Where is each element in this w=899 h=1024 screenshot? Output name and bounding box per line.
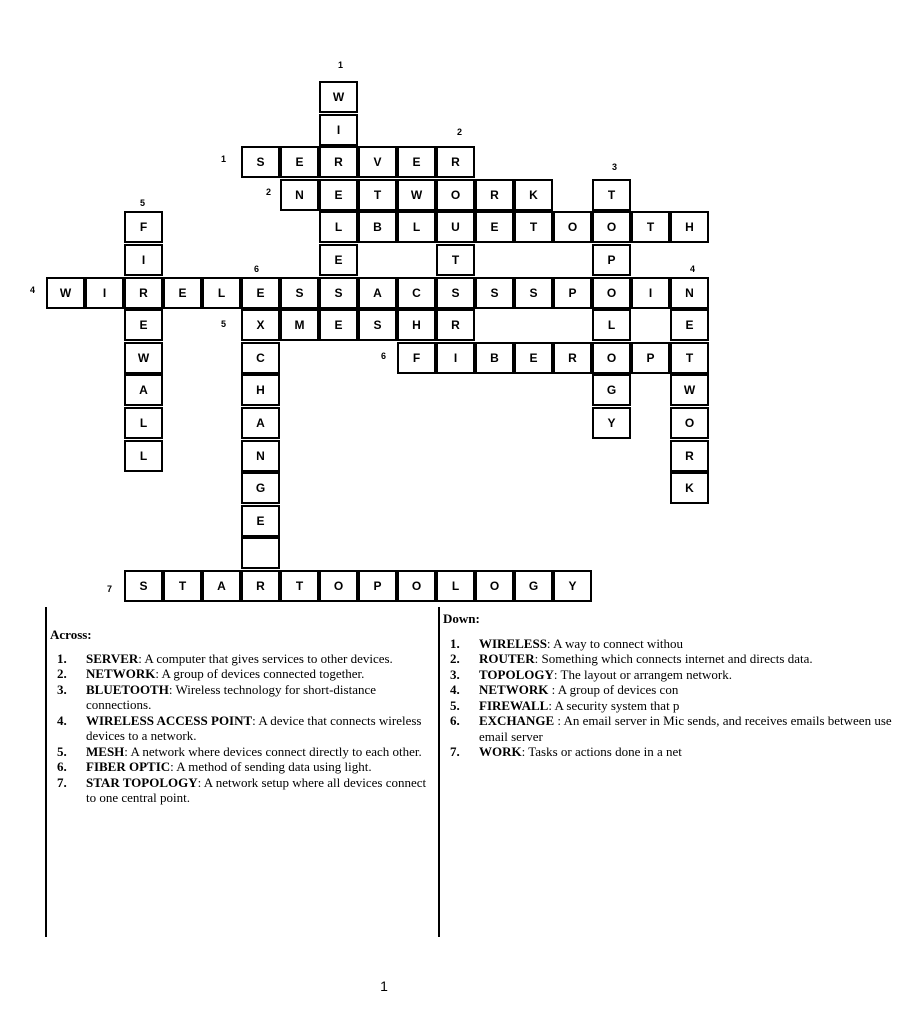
grid-cell: W: [46, 277, 85, 309]
grid-cell: K: [514, 179, 553, 211]
grid-cell: O: [592, 211, 631, 243]
clue-number: 5.: [57, 743, 67, 759]
clue-text: : A computer that gives services to other devices.: [138, 650, 393, 666]
grid-cell: G: [592, 374, 631, 406]
grid-cell: F: [397, 342, 436, 374]
grid-cell: W: [670, 374, 709, 406]
clue-item: [50, 744, 430, 760]
clue-text: : A security system that p: [548, 697, 680, 713]
grid-cell: P: [358, 570, 397, 602]
grid-cell: S: [319, 277, 358, 309]
clue-text: : A group of devices con: [548, 682, 679, 697]
grid-cell: R: [241, 570, 280, 602]
grid-cell: R: [319, 146, 358, 178]
clue-item: [443, 713, 899, 744]
grid-cell: P: [553, 277, 592, 309]
clue-answer: WIRELESS: [479, 635, 547, 651]
grid-cell: Y: [553, 570, 592, 602]
clue-answer: WIRELESS ACCESS POINT: [86, 712, 253, 728]
grid-cell: L: [397, 211, 436, 243]
clue-answer: SERVER: [86, 650, 139, 666]
grid-cell: S: [514, 277, 553, 309]
grid-cell: E: [475, 211, 514, 243]
grid-cell: O: [436, 179, 475, 211]
clue-number-d3: 3: [612, 162, 618, 172]
grid-cell: R: [124, 277, 163, 309]
grid-cell: O: [592, 342, 631, 374]
clue-text: : A way to connect withou: [546, 635, 684, 651]
clue-number: 1.: [57, 650, 67, 666]
clue-number: 2.: [57, 666, 67, 681]
grid-cell: B: [475, 342, 514, 374]
grid-cell: I: [319, 114, 358, 146]
grid-cell: R: [436, 309, 475, 341]
clue-text: : Tasks or actions done in a net: [521, 744, 682, 759]
grid-cell: I: [124, 244, 163, 276]
grid-cell: F: [124, 211, 163, 243]
grid-cell: L: [202, 277, 241, 309]
grid-cell: O: [553, 211, 592, 243]
clue-number-a4: 4: [30, 285, 36, 295]
grid-cell: G: [514, 570, 553, 602]
down-clue-list: [443, 635, 892, 760]
grid-cell: W: [397, 179, 436, 211]
grid-cell: N: [670, 277, 709, 309]
clue-number-d5: 5: [140, 198, 146, 208]
clue-item: [50, 759, 430, 775]
clue-item: [443, 744, 899, 760]
grid-cell: B: [358, 211, 397, 243]
grid-cell: I: [436, 342, 475, 374]
clue-number-a2: 2: [266, 187, 272, 197]
grid-cell: [241, 537, 280, 569]
clue-text: : Wireless technology for short-distance connections.: [86, 681, 377, 712]
across-clue-list: [50, 651, 430, 806]
clue-number-d1: 1: [338, 60, 344, 70]
grid-cell: A: [241, 407, 280, 439]
grid-cell: A: [202, 570, 241, 602]
page-number: 1: [380, 978, 388, 994]
clue-text: : The layout or arrangem network.: [553, 666, 732, 682]
grid-cell: R: [436, 146, 475, 178]
grid-cell: C: [397, 277, 436, 309]
grid-cell: E: [124, 309, 163, 341]
grid-cell: G: [241, 472, 280, 504]
grid-cell: R: [475, 179, 514, 211]
grid-cell: L: [319, 211, 358, 243]
clue-number-d4: 4: [690, 264, 696, 274]
clue-answer: BLUETOOTH: [86, 681, 169, 697]
grid-cell: A: [124, 374, 163, 406]
clue-number-a6: 6: [381, 351, 387, 361]
clue-item: [443, 667, 899, 683]
grid-cell: S: [124, 570, 163, 602]
grid-cell: P: [631, 342, 670, 374]
clue-item: [443, 651, 899, 667]
grid-cell: E: [514, 342, 553, 374]
grid-cell: A: [358, 277, 397, 309]
clue-item: [50, 651, 430, 667]
across-heading: Across:: [50, 627, 92, 642]
clue-number: 6.: [450, 713, 460, 728]
grid-cell: S: [280, 277, 319, 309]
clue-number: 7.: [450, 744, 460, 759]
clue-answer: FIREWALL: [479, 697, 549, 713]
clue-item: [50, 713, 430, 744]
grid-cell: R: [553, 342, 592, 374]
left-divider: [45, 607, 47, 937]
grid-cell: L: [124, 407, 163, 439]
grid-cell: E: [280, 146, 319, 178]
grid-cell: V: [358, 146, 397, 178]
grid-cell: T: [280, 570, 319, 602]
down-clues-column: [443, 611, 892, 760]
grid-cell: N: [241, 440, 280, 472]
clue-number: 7.: [57, 774, 67, 790]
clue-number-d6: 6: [254, 264, 260, 274]
grid-cell: E: [319, 179, 358, 211]
grid-cell: S: [358, 309, 397, 341]
grid-cell: W: [319, 81, 358, 113]
clue-text: : Something which connects internet and directs data.: [534, 651, 813, 666]
grid-cell: E: [670, 309, 709, 341]
grid-cell: L: [592, 309, 631, 341]
clue-text: : A method of sending data using light.: [170, 759, 372, 774]
clue-answer: MESH: [86, 743, 125, 759]
clue-answer: WORK: [479, 744, 522, 759]
clue-number-a5: 5: [221, 319, 227, 329]
clue-text: : A group of devices connected together.: [155, 666, 365, 681]
clue-number: 5.: [450, 697, 460, 713]
grid-cell: H: [241, 374, 280, 406]
grid-cell: L: [124, 440, 163, 472]
grid-cell: O: [319, 570, 358, 602]
clue-text: : An email server in Mic sends, and receives emails between use email server: [479, 713, 892, 744]
clue-number: 4.: [450, 682, 460, 697]
grid-cell: E: [163, 277, 202, 309]
grid-cell: C: [241, 342, 280, 374]
clue-item: [443, 682, 899, 698]
clue-answer: NETWORK: [479, 682, 549, 697]
grid-cell: S: [241, 146, 280, 178]
grid-cell: T: [514, 211, 553, 243]
grid-cell: S: [475, 277, 514, 309]
grid-cell: T: [358, 179, 397, 211]
grid-cell: O: [670, 407, 709, 439]
clue-item: [50, 666, 430, 682]
grid-cell: E: [241, 277, 280, 309]
clue-number: 6.: [57, 759, 67, 774]
clue-number-d2: 2: [457, 127, 463, 137]
grid-cell: O: [475, 570, 514, 602]
grid-cell: I: [631, 277, 670, 309]
grid-cell: M: [280, 309, 319, 341]
grid-cell: E: [319, 244, 358, 276]
clue-answer: TOPOLOGY: [479, 666, 554, 682]
grid-cell: E: [241, 505, 280, 537]
clue-number: 2.: [450, 651, 460, 666]
grid-cell: O: [592, 277, 631, 309]
clue-answer: ROUTER: [479, 651, 535, 666]
grid-cell: X: [241, 309, 280, 341]
grid-cell: R: [670, 440, 709, 472]
clue-number: 4.: [57, 712, 67, 728]
clue-answer: NETWORK: [86, 666, 156, 681]
clue-number-a7: 7: [107, 584, 113, 594]
clue-answer: FIBER OPTIC: [86, 759, 171, 774]
down-heading: Down:: [443, 611, 480, 626]
clue-item: [50, 775, 430, 806]
grid-cell: I: [85, 277, 124, 309]
grid-cell: U: [436, 211, 475, 243]
grid-cell: H: [397, 309, 436, 341]
grid-cell: T: [592, 179, 631, 211]
grid-cell: L: [436, 570, 475, 602]
grid-cell: Y: [592, 407, 631, 439]
grid-cell: T: [436, 244, 475, 276]
grid-cell: E: [397, 146, 436, 178]
clue-number-a1: 1: [221, 154, 227, 164]
across-clues-column: [50, 627, 430, 806]
grid-cell: H: [670, 211, 709, 243]
center-divider: [438, 607, 440, 937]
grid-cell: T: [631, 211, 670, 243]
clue-text: : A network where devices connect directly to each other.: [124, 743, 422, 759]
clue-item: [443, 698, 899, 714]
clue-answer: EXCHANGE: [479, 713, 555, 728]
clue-number: 3.: [450, 666, 460, 682]
clue-number: 3.: [57, 681, 67, 697]
clue-item: [443, 636, 899, 652]
grid-cell: T: [163, 570, 202, 602]
grid-cell: S: [436, 277, 475, 309]
grid-cell: E: [319, 309, 358, 341]
grid-cell: N: [280, 179, 319, 211]
grid-cell: O: [397, 570, 436, 602]
grid-cell: P: [592, 244, 631, 276]
clue-item: [50, 682, 430, 713]
clue-answer: STAR TOPOLOGY: [86, 774, 198, 790]
clue-text: : A device that connects wireless devices to a network.: [86, 712, 422, 743]
clue-number: 1.: [450, 635, 460, 651]
grid-cell: T: [670, 342, 709, 374]
clue-text: : A network setup where all devices connect to one central point.: [86, 774, 427, 805]
grid-cell: K: [670, 472, 709, 504]
grid-cell: W: [124, 342, 163, 374]
